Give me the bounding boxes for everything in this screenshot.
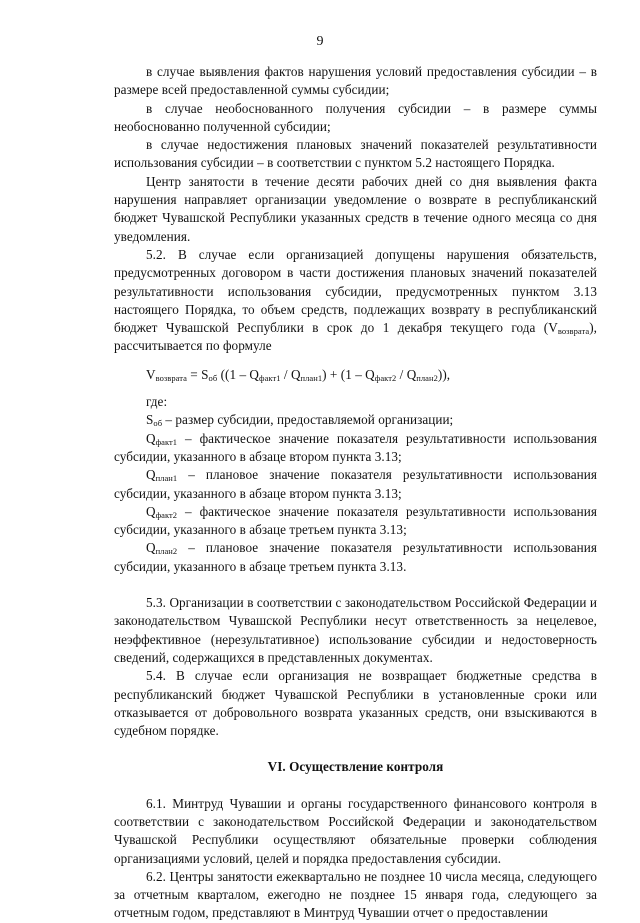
spacer: [114, 576, 597, 594]
formula-mid: ) + (1 – Q: [322, 366, 375, 382]
definitions-where: где:: [146, 394, 168, 410]
paragraph-5-4: 5.4. В случае если организация не возвращает бюджетные средства в республиканский бюджет Чувашской Республики в установленные сроки или отказывается от добровольного возврата указанных средств, они взыскиваются в судебном порядке.: [114, 668, 597, 739]
formula-v: V: [146, 366, 156, 382]
definition-q-fact2: [114, 503, 597, 540]
definition-q3-text: – фактическое значение показателя результативности использования субсидии, указанного в абзаце третьем пункта 3.13;: [114, 503, 597, 538]
refund-formula: [114, 366, 597, 384]
definition-q-plan2: [114, 539, 597, 576]
paragraph-5-2-tail: ), рассчитывается по формуле: [114, 320, 597, 354]
formula-eq-s: = S: [186, 366, 209, 382]
definition-q3-sub: факт2: [155, 509, 178, 520]
spacer: [114, 740, 597, 758]
formula-div2: / Q: [396, 366, 417, 382]
formula-open: ((1 – Q: [217, 366, 260, 382]
section-heading-control: VI. Осуществление контроля: [267, 759, 444, 775]
definition-s-text: – размер субсидии, предоставляемой организации;: [162, 412, 454, 428]
definition-q1-text: – фактическое значение показателя результативности использования субсидии, указанного в абзаце втором пункта 3.13;: [114, 430, 597, 464]
paragraph-employment-center-notice: Центр занятости в течение десяти рабочих дней со дня выявления факта нарушения направляет организации уведомление о возврате в республиканский бюджет Чувашской Республики указанных средств в течение одного месяца со дня уведомления.: [114, 173, 597, 244]
formula-close: )),: [437, 366, 451, 382]
paragraph-6-1: 6.1. Минтруд Чувашии и органы государственного финансового контроля в соответствии с законодательством Российской Федерации и законодательством Чувашской Республики осуществляют обязательные проверки соблюдения организациями условий, целей и порядка предоставления субсидии.: [114, 795, 597, 866]
formula-q4-sub: план2: [416, 372, 438, 383]
definition-q2-sub: план1: [155, 473, 178, 484]
definition-q3-symbol: Q: [146, 503, 156, 519]
paragraph-violation-full: в случае выявления фактов нарушения условий предоставления субсидии – в размере всей предоставленной суммы субсидии;: [114, 64, 597, 98]
paragraph-5-2-text: 5.2. В случае если организацией допущены нарушения обязательств, предусмотренных договором в части достижения плановых значений показателей результативности использования субсидии, предусмотренных пунктом 3.13 настоящего Порядка, то объем средств, подлежащих возврату в республиканский бюджет Чувашской Республики в срок до 1 декабря текущего года (V: [114, 246, 597, 336]
formula-v-sub: возврата: [155, 372, 187, 383]
definition-s-sub: об: [153, 418, 163, 429]
definition-s: [114, 411, 597, 429]
paragraph-unjustified-receipt: в случае необоснованного получения субсидии – в размере суммы необоснованно полученной субсидии;: [114, 100, 597, 134]
page-number: 9: [316, 34, 324, 49]
definition-q2-text: – плановое значение показателя результативности использования субсидии, указанного в абзаце втором пункта 3.13;: [114, 467, 597, 501]
definition-q4-symbol: Q: [146, 540, 156, 556]
definition-q2-symbol: Q: [146, 467, 156, 483]
definition-q1-sub: факт1: [155, 436, 178, 447]
definition-q-fact1: [114, 430, 597, 467]
paragraph-5-2: [114, 246, 597, 356]
definition-q1-symbol: Q: [146, 430, 156, 446]
paragraph-6-2: 6.2. Центры занятости ежеквартально не позднее 10 числа месяца, следующего за отчетным кварталом, ежегодно не позднее 15 января года, следующего за отчетным годом, представляют в Минтруд Чувашии отчет о предоставлении: [114, 868, 597, 921]
formula-q2-sub: план1: [300, 372, 323, 383]
paragraph-targets-not-met: в случае недостижения плановых значений показателей результативности использования субсидии – в соответствии с пунктом 5.2 настоящего Порядка.: [114, 137, 597, 171]
formula-div1: / Q: [280, 366, 301, 382]
spacer: [114, 777, 597, 795]
definition-s-symbol: S: [146, 412, 154, 428]
formula-s-sub: об: [208, 372, 218, 383]
definition-q4-sub: план2: [155, 546, 178, 557]
definition-q4-text: – плановое значение показателя результативности использования субсидии, указанного в абзаце третьем пункта 3.13.: [114, 540, 597, 574]
document-body: [114, 63, 597, 923]
formula-q1-sub: факт1: [259, 372, 281, 383]
definition-q-plan1: [114, 466, 597, 503]
paragraph-5-3: 5.3. Организации в соответствии с законодательством Российской Федерации и законодательством Чувашской Республики несут ответственность за нецелевое, неэффективное (нерезультативное) использование субсидии и недостоверность сведений, содержащихся в представленных документах.: [114, 595, 597, 665]
formula-q3-sub: факт2: [374, 372, 397, 383]
paragraph-5-2-subscript: возврата: [557, 326, 590, 337]
